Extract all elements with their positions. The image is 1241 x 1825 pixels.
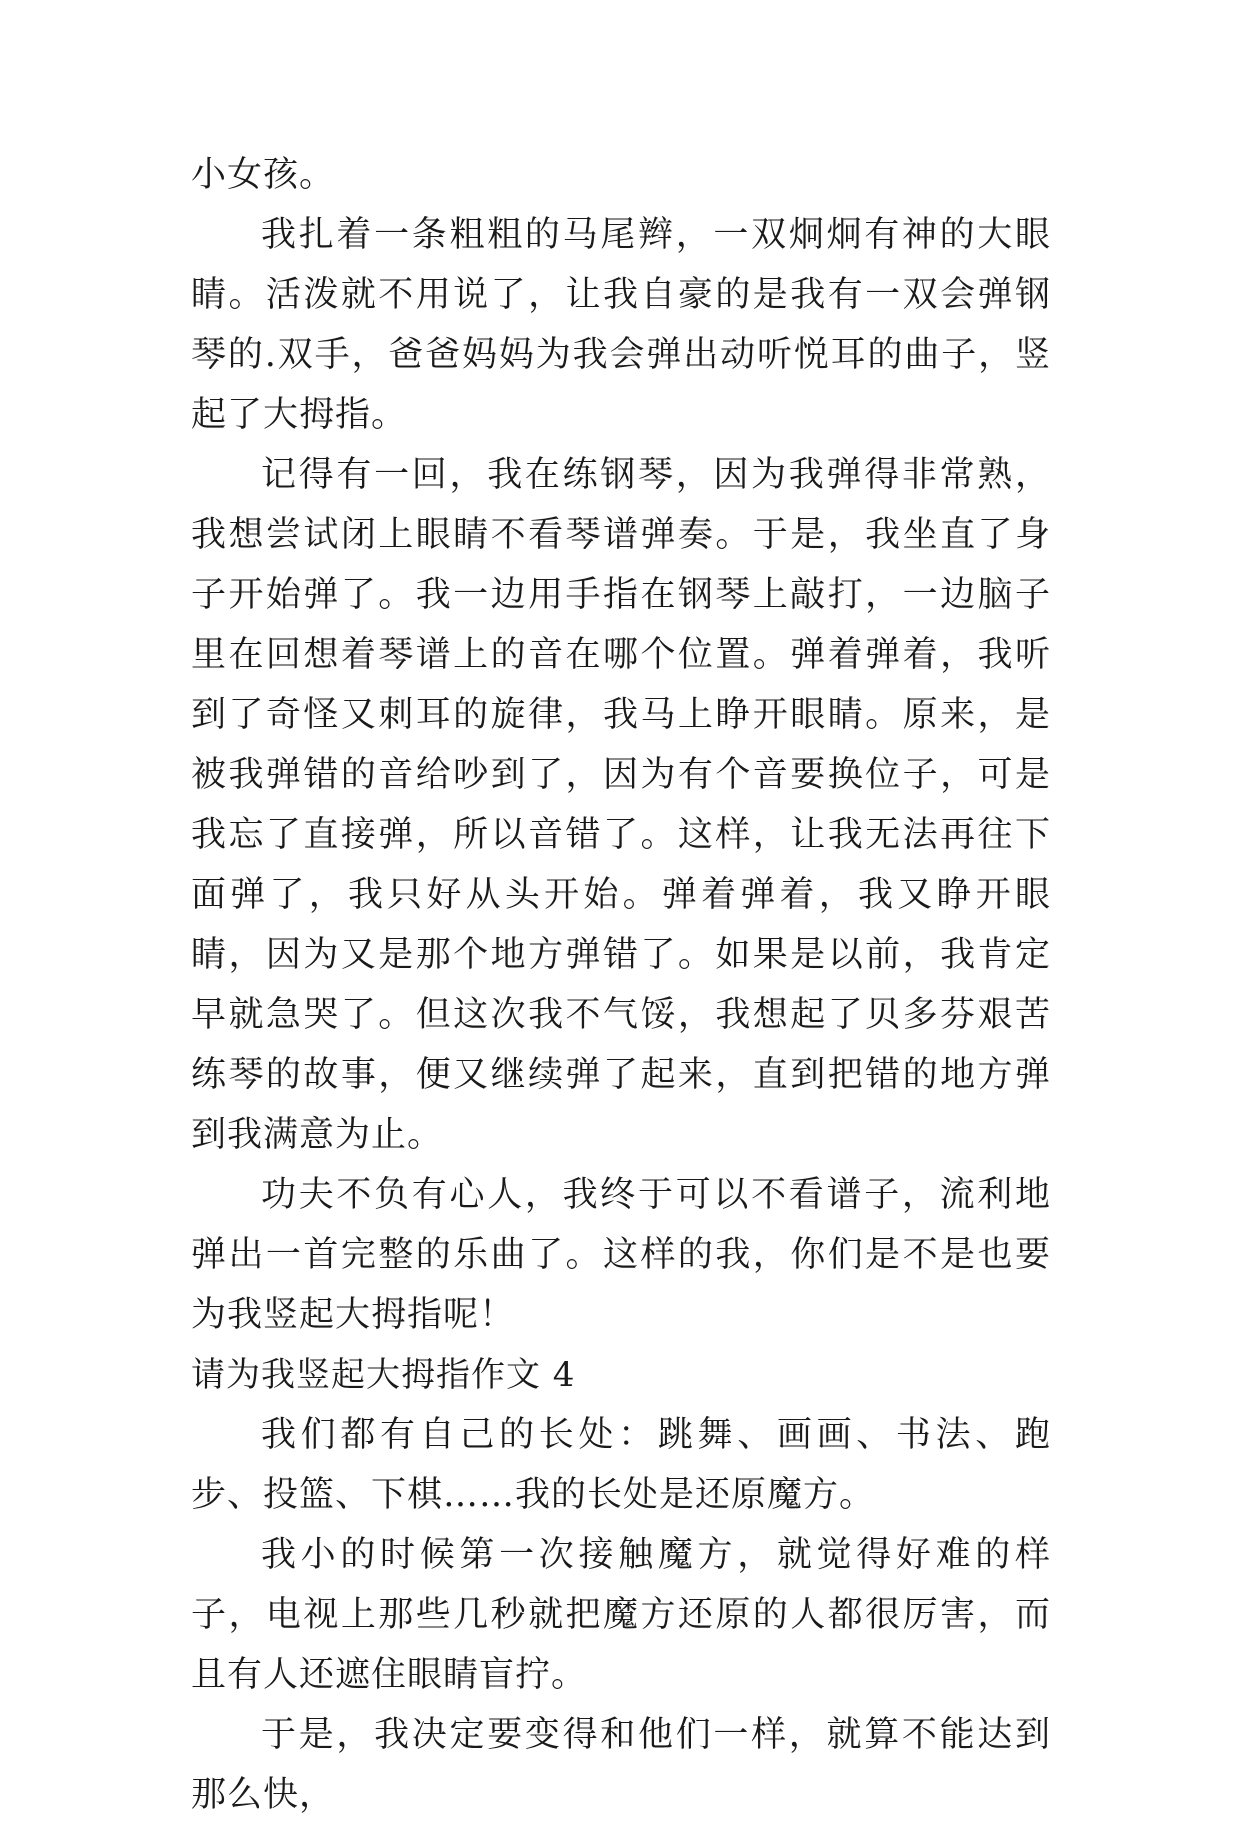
- document-body: [191, 145, 1051, 1825]
- paragraph: 记得有一回，我在练钢琴，因为我弹得非常熟，我想尝试闭上眼睛不看琴谱弹奏。于是，我坐直了身子开始弹了。我一边用手指在钢琴上敲打，一边脑子里在回想着琴谱上的音在哪个位置。弹着弹着，我听到了奇怪又刺耳的旋律，我马上睁开眼睛。原来，是被我弹错的音给吵到了，因为有个音要换位子，可是我忘了直接弹，所以音错了。这样，让我无法再往下面弹了，我只好从头开始。弹着弹着，我又睁开眼睛，因为又是那个地方弹错了。如果是以前，我肯定早就急哭了。但这次我不气馁，我想起了贝多芬艰苦练琴的故事，便又继续弹了起来，直到把错的地方弹到我满意为止。: [191, 455, 1051, 1155]
- paragraph: 我小的时候第一次接触魔方，就觉得好难的样子，电视上那些几秒就把魔方还原的人都很厉害，而且有人还遮住眼睛盲拧。: [191, 1535, 1051, 1695]
- paragraph: 功夫不负有心人，我终于可以不看谱子，流利地弹出一首完整的乐曲了。这样的我，你们是不是也要为我竖起大拇指呢！: [191, 1175, 1051, 1335]
- paragraph: 我们都有自己的长处：跳舞、画画、书法、跑步、投篮、下棋……我的长处是还原魔方。: [191, 1415, 1051, 1515]
- paragraph: 于是，我决定要变得和他们一样，就算不能达到那么快，: [191, 1715, 1051, 1815]
- essay-heading: 请为我竖起大拇指作文 4: [191, 1355, 576, 1395]
- paragraph: 我扎着一条粗粗的马尾辫，一双炯炯有神的大眼睛。活泼就不用说了，让我自豪的是我有一双会弹钢琴的.双手，爸爸妈妈为我会弹出动听悦耳的曲子，竖起了大拇指。: [191, 215, 1051, 435]
- paragraph: 小女孩。: [191, 155, 336, 195]
